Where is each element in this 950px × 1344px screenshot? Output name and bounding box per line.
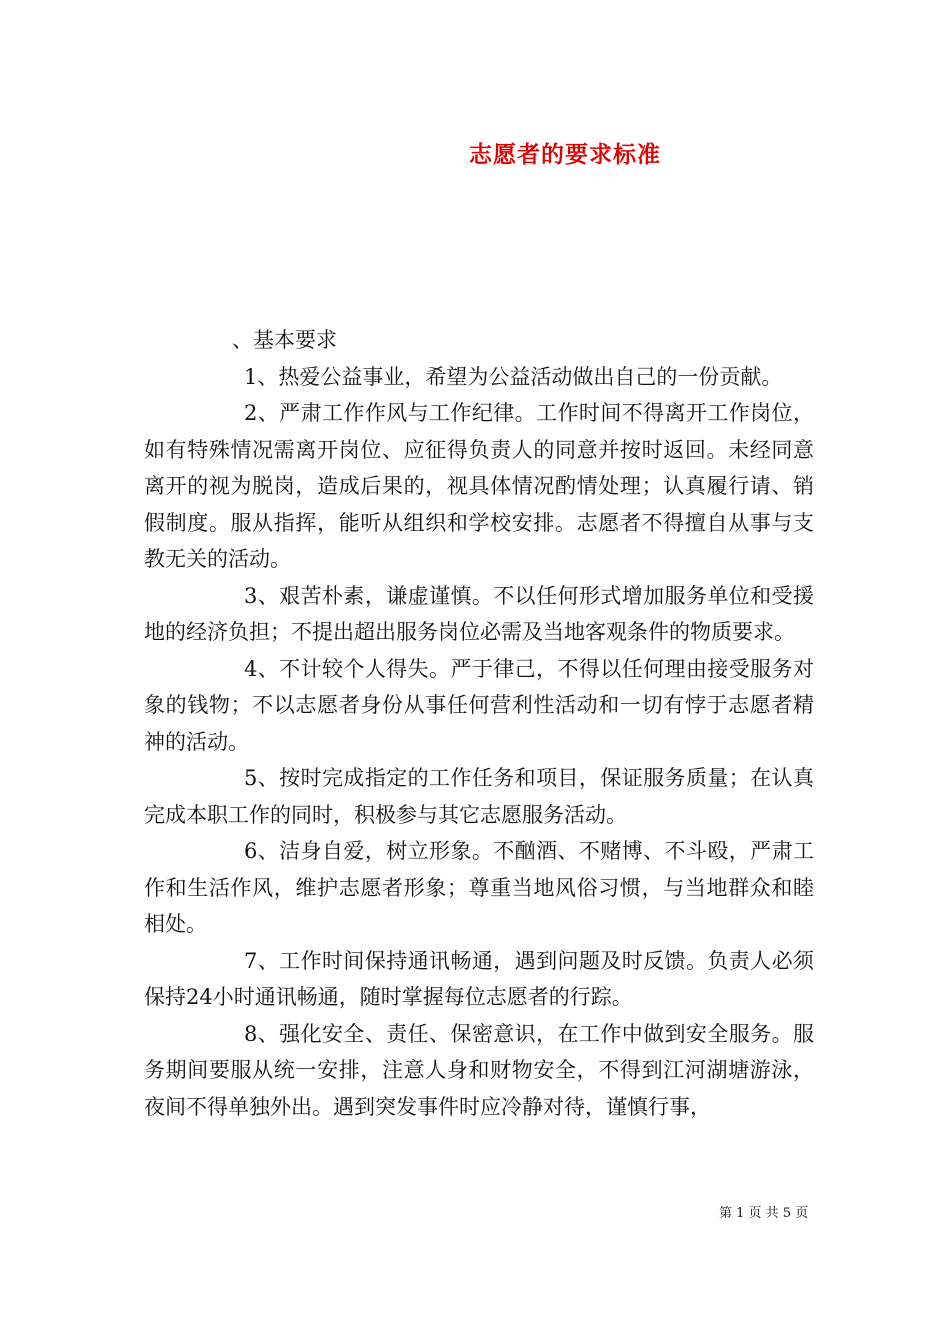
requirement-paragraph-3: 3、艰苦朴素，谦虚谨慎。不以任何形式增加服务单位和受援地的经济负担；不提出超出服务岗位必需及当地客观条件的物质要求。 [144, 583, 814, 644]
requirement-paragraph-7: 7、工作时间保持通讯畅通，遇到问题及时反馈。负责人必须保持24小时通讯畅通，随时掌握每位志愿者的行踪。 [144, 948, 814, 1009]
requirement-paragraph-5: 5、按时完成指定的工作任务和项目，保证服务质量；在认真完成本职工作的同时，积极参与其它志愿服务活动。 [144, 766, 814, 827]
document-title: 志愿者的要求标准 [469, 141, 661, 168]
requirement-paragraph-4: 4、不计较个人得失。严于律己，不得以任何理由接受服务对象的钱物；不以志愿者身份从事任何营利性活动和一切有悖于志愿者精神的活动。 [144, 656, 814, 754]
requirement-paragraph-8: 8、强化安全、责任、保密意识，在工作中做到安全服务。服务期间要服从统一安排，注意人身和财物安全，不得到江河湖塘游泳，夜间不得单独外出。遇到突发事件时应冷静对待，谨慎行事， [144, 1021, 814, 1119]
requirement-paragraph-6: 6、洁身自爱，树立形象。不酗酒、不赌博、不斗殴，严肃工作和生活作风，维护志愿者形象；尊重当地风俗习惯，与当地群众和睦相处。 [144, 839, 814, 936]
page-number-footer: 第 1 页 共 5 页 [719, 1206, 809, 1221]
section-heading: 、基本要求 [232, 328, 337, 352]
requirement-paragraph-2: 2、严肃工作作风与工作纪律。工作时间不得离开工作岗位，如有特殊情况需离开岗位、应征得负责人的同意并按时返回。未经同意离开的视为脱岗，造成后果的，视具体情况酌情处理；认真履行请、销假制度。服从指挥，能听从组织和学校安排。志愿者不得擅自从事与支教无关的活动。 [144, 401, 814, 571]
document-body [144, 322, 814, 1125]
requirement-paragraph-1: 1、热爱公益事业，希望为公益活动做出自己的一份贡献。 [244, 364, 783, 389]
